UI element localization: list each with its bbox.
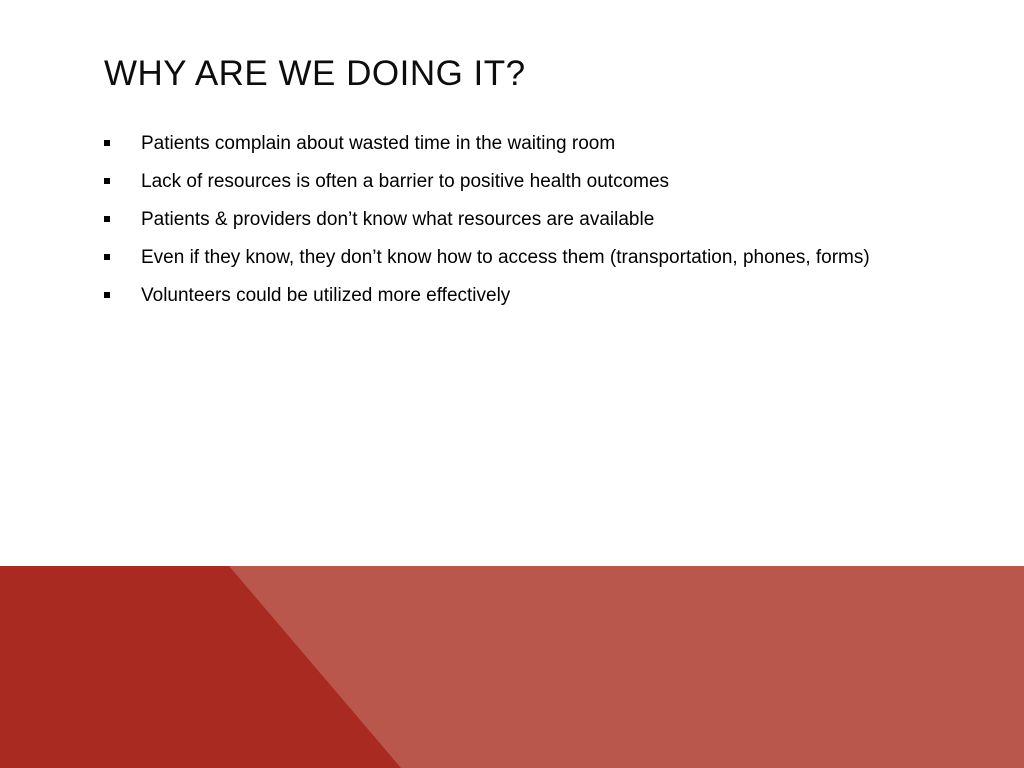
bullet-item	[104, 130, 924, 157]
bullet-text: Volunteers could be utilized more effectively	[141, 285, 511, 306]
slide-title: WHY ARE WE DOING IT?	[104, 54, 526, 93]
bullet-item	[104, 206, 924, 233]
bullet-text: Patients & providers don’t know what resources are available	[141, 209, 655, 230]
bullet-text: Patients complain about wasted time in the waiting room	[141, 133, 616, 154]
decorative-footer-band	[0, 566, 1024, 768]
square-bullet-icon	[104, 178, 110, 184]
bullet-item	[104, 168, 924, 195]
square-bullet-icon	[104, 216, 110, 222]
bullet-text: Lack of resources is often a barrier to positive health outcomes	[141, 171, 670, 192]
bullet-item	[104, 282, 924, 309]
bullet-text: Even if they know, they don’t know how to access them (transportation, phones, forms)	[141, 247, 870, 268]
square-bullet-icon	[104, 140, 110, 146]
bullet-list	[104, 130, 924, 320]
square-bullet-icon	[104, 254, 110, 260]
square-bullet-icon	[104, 292, 110, 298]
bullet-item	[104, 244, 924, 271]
